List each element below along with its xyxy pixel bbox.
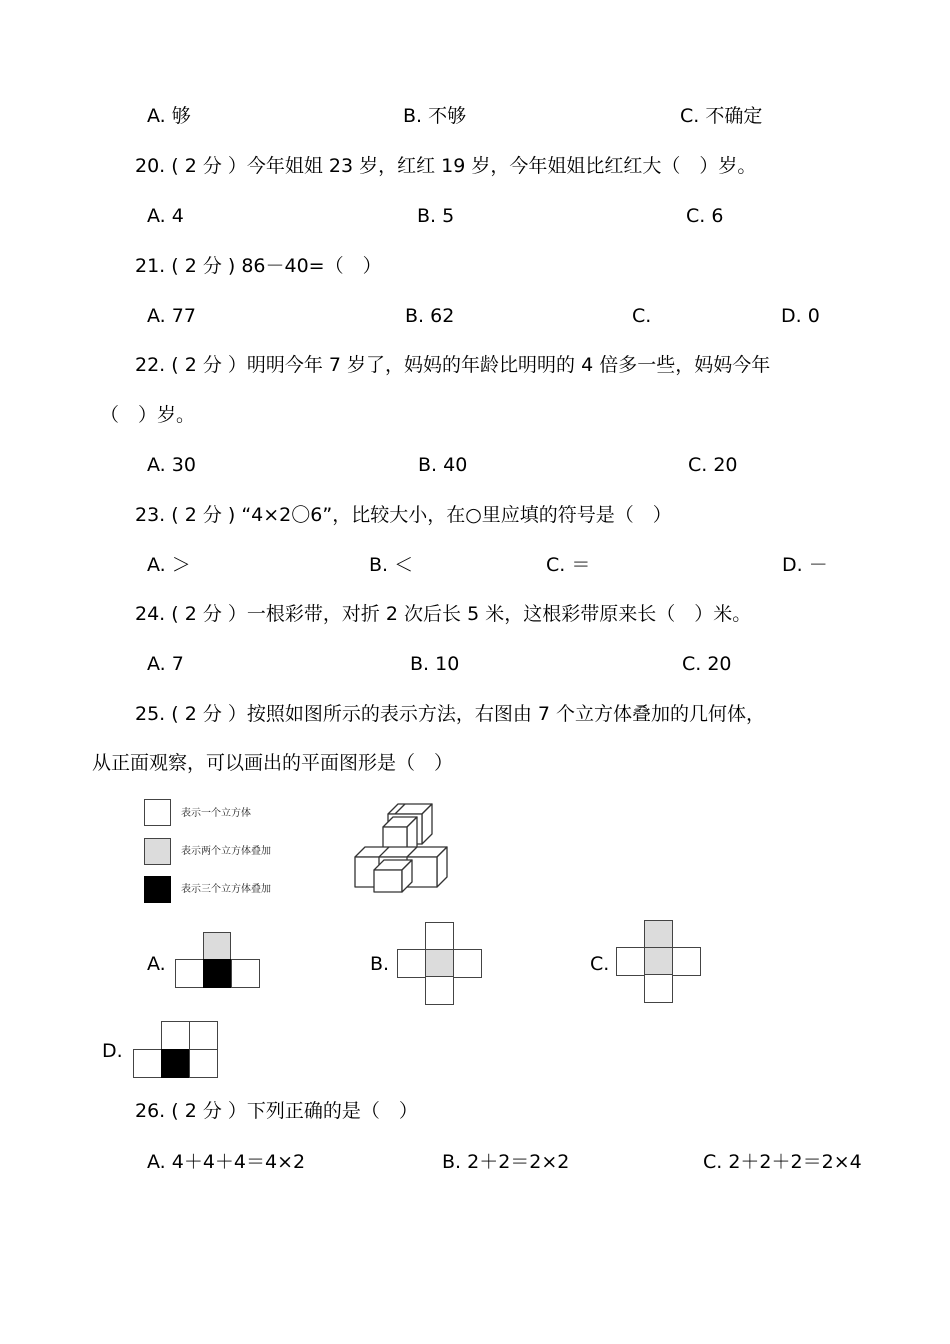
figure-cell <box>644 974 673 1003</box>
q21-option-d: D. 0 <box>781 305 820 327</box>
figure-cell <box>175 959 204 988</box>
figure-cell <box>189 1021 218 1050</box>
q25-option-a-label: A. <box>147 953 166 975</box>
figure-cell <box>231 959 260 988</box>
q22-option-b: B. 40 <box>418 454 468 476</box>
figure-cell <box>203 959 232 988</box>
q25-option-c-label: C. <box>590 953 610 975</box>
figure-cell <box>397 949 426 978</box>
q24-option-a: A. 7 <box>147 653 184 675</box>
q22-stem-line2: （ ）岁。 <box>100 404 196 426</box>
q22-stem-line1: 22. ( 2 分 ）明明今年 7 岁了，妈妈的年龄比明明的 4 倍多一些，妈妈今年 <box>135 354 771 376</box>
q21-stem: 21. ( 2 分 ) 86－40=（ ） <box>135 255 382 277</box>
figure-cell <box>616 947 645 976</box>
q19-option-c: C. 不确定 <box>680 105 763 127</box>
q19-option-a: A. 够 <box>147 105 191 127</box>
q22-option-a: A. 30 <box>147 454 196 476</box>
q24-stem: 24. ( 2 分 ）一根彩带，对折 2 次后长 5 米，这根彩带原来长（ ）米。 <box>135 603 752 625</box>
legend-label-three: 表示三个立方体叠加 <box>181 884 271 895</box>
figure-cell <box>644 947 673 976</box>
q23-option-a: A. ＞ <box>147 554 191 576</box>
q20-option-a: A. 4 <box>147 205 184 227</box>
q21-option-c: C. <box>632 305 652 327</box>
q20-option-b: B. 5 <box>417 205 455 227</box>
q25-option-b-label: B. <box>370 953 390 975</box>
figure-cell <box>161 1049 190 1078</box>
q20-stem: 20. ( 2 分 ）今年姐姐 23 岁，红红 19 岁，今年姐姐比红红大（ ）岁。 <box>135 155 757 177</box>
q26-option-a: A. 4＋4＋4＝4×2 <box>147 1151 306 1173</box>
figure-cell <box>644 920 673 949</box>
legend-black-square <box>144 876 171 903</box>
figure-cell <box>672 947 701 976</box>
q23-option-c: C. ＝ <box>546 554 591 576</box>
figure-cell <box>133 1049 162 1078</box>
q23-option-d: D. － <box>782 554 828 576</box>
q25-stem-line2: 从正面观察，可以画出的平面图形是（ ） <box>92 752 454 774</box>
q24-option-b: B. 10 <box>410 653 460 675</box>
legend-gray-square <box>144 838 171 865</box>
q26-stem: 26. ( 2 分 ）下列正确的是（ ） <box>135 1100 418 1122</box>
legend-white-square <box>144 799 171 826</box>
legend-label-one: 表示一个立方体 <box>181 808 251 819</box>
q21-option-b: B. 62 <box>405 305 455 327</box>
q20-option-c: C. 6 <box>686 205 724 227</box>
q26-option-b: B. 2＋2＝2×2 <box>442 1151 570 1173</box>
figure-cell <box>203 932 231 960</box>
q25-cube-figure <box>350 800 455 895</box>
q25-stem-line1: 25. ( 2 分 ）按照如图所示的表示方法，右图由 7 个立方体叠加的几何体， <box>135 703 766 725</box>
q21-option-a: A. 77 <box>147 305 196 327</box>
q24-option-c: C. 20 <box>682 653 732 675</box>
figure-cell <box>161 1021 190 1050</box>
figure-cell <box>189 1049 218 1078</box>
q22-option-c: C. 20 <box>688 454 738 476</box>
legend-label-two: 表示两个立方体叠加 <box>181 846 271 857</box>
q19-option-b: B. 不够 <box>403 105 467 127</box>
figure-cell <box>453 949 482 978</box>
figure-cell <box>425 922 454 951</box>
q25-option-d-label: D. <box>102 1040 123 1062</box>
figure-cell <box>425 949 454 978</box>
q23-option-b: B. ＜ <box>369 554 414 576</box>
figure-cell <box>425 976 454 1005</box>
q23-stem: 23. ( 2 分 ) “4×2〇6”，比较大小，在○里应填的符号是（ ） <box>135 504 672 526</box>
q26-option-c: C. 2＋2＋2＝2×4 <box>703 1151 862 1173</box>
